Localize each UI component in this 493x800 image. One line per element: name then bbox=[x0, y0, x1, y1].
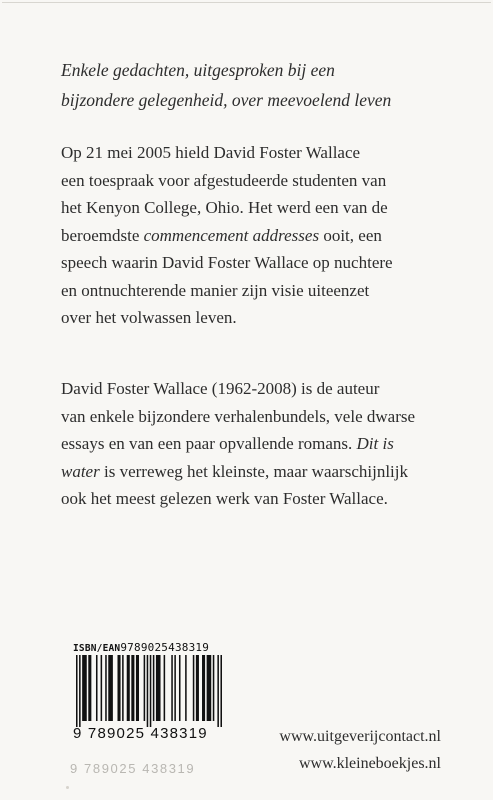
barcode-bar-10 bbox=[127, 655, 130, 721]
barcode-bar-6 bbox=[105, 655, 107, 721]
tagline-line-1: Enkele gedachten, uitgesproken bij een bbox=[61, 60, 335, 80]
paragraph-2-line-4-end: is verreweg het kleinste, maar waarschijnlijk bbox=[99, 461, 408, 481]
series-url: www.kleineboekjes.nl bbox=[298, 755, 441, 772]
barcode-bar-5 bbox=[101, 655, 103, 721]
tagline-line-2: bijzondere gelegenheid, over meevoelend leven bbox=[61, 90, 392, 110]
barcode-digits: 9 789025 438319 bbox=[73, 725, 208, 742]
print-speck bbox=[66, 786, 69, 789]
barcode-bar-16 bbox=[153, 655, 155, 721]
isbn-barcode bbox=[73, 641, 225, 747]
faded-barcode-digits: 9 789025 438319 bbox=[70, 761, 196, 776]
dit-is-italic: Dit is bbox=[356, 434, 394, 453]
barcode-bar-3 bbox=[88, 655, 91, 721]
barcode-bar-28 bbox=[217, 655, 219, 727]
paragraph-2-line-1: David Foster Wallace (1962-2008) is de auteur bbox=[61, 379, 380, 398]
barcode-bar-21 bbox=[179, 655, 181, 721]
paragraph-2-line-3 bbox=[61, 430, 481, 458]
barcode-bar-20 bbox=[174, 655, 176, 721]
paragraph-1-line-5: speech waarin David Foster Wallace op nuchtere bbox=[61, 253, 393, 272]
paragraph-1-line-4 bbox=[61, 222, 481, 250]
description-paragraph-2 bbox=[61, 375, 481, 513]
barcode-bar-0 bbox=[76, 655, 78, 727]
barcode-bar-22 bbox=[185, 655, 187, 721]
commencement-addresses-italic: commencement addresses bbox=[143, 225, 320, 245]
barcode-bar-8 bbox=[117, 655, 120, 721]
barcode-bars bbox=[76, 655, 222, 727]
tagline bbox=[61, 55, 461, 115]
barcode-bar-26 bbox=[207, 655, 212, 721]
barcode-bar-25 bbox=[202, 655, 205, 721]
barcode-bar-19 bbox=[171, 655, 173, 721]
barcode-bar-15 bbox=[150, 655, 152, 727]
description-paragraph-1 bbox=[61, 139, 481, 332]
barcode-bar-12 bbox=[136, 655, 139, 721]
barcode-bar-29 bbox=[220, 655, 222, 727]
paragraph-1-line-3: het Kenyon College, Ohio. Het werd een van de bbox=[61, 198, 388, 217]
publisher-url: www.uitgeverijcontact.nl bbox=[279, 728, 441, 745]
barcode-bar-27 bbox=[213, 655, 215, 721]
barcode-bar-24 bbox=[196, 655, 199, 721]
paragraph-2-line-2: van enkele bijzondere verhalenbundels, vele dwarse bbox=[61, 406, 416, 426]
barcode-bar-4 bbox=[96, 655, 98, 721]
barcode-bar-18 bbox=[164, 655, 166, 721]
paragraph-1-line-6: en ontnuchterende manier zijn visie uiteenzet bbox=[61, 280, 370, 300]
isbn-label bbox=[73, 641, 209, 654]
paragraph-1-line-4-start: beroemdste bbox=[61, 225, 144, 245]
barcode-bar-23 bbox=[193, 655, 195, 721]
barcode-bar-13 bbox=[144, 655, 146, 721]
barcode-bar-1 bbox=[79, 655, 81, 727]
barcode-bar-7 bbox=[108, 655, 113, 721]
barcode-bar-14 bbox=[147, 655, 149, 727]
paragraph-2-line-3-start: essays en van een paar opvallende romans. bbox=[61, 434, 357, 453]
paragraph-1-line-2: een toespraak voor afgestudeerde studenten van bbox=[61, 170, 387, 190]
barcode-bar-17 bbox=[156, 655, 161, 721]
paragraph-1-line-1: Op 21 mei 2005 hield David Foster Wallace bbox=[61, 143, 361, 162]
water-italic: water bbox=[61, 461, 100, 481]
barcode-bar-2 bbox=[82, 655, 87, 721]
publisher-urls bbox=[279, 723, 441, 777]
barcode-bar-9 bbox=[122, 655, 124, 721]
paragraph-1-line-7: over het volwassen leven. bbox=[61, 308, 237, 327]
paragraph-2-line-4 bbox=[61, 458, 481, 486]
barcode-bar-11 bbox=[131, 655, 134, 721]
isbn-number: 9789025438319 bbox=[120, 641, 210, 654]
isbn-label-prefix: ISBN/EAN bbox=[73, 643, 121, 654]
paragraph-1-line-4-end: ooit, een bbox=[319, 225, 382, 245]
paragraph-2-line-5: ook het meest gelezen werk van Foster Wallace. bbox=[61, 489, 388, 508]
